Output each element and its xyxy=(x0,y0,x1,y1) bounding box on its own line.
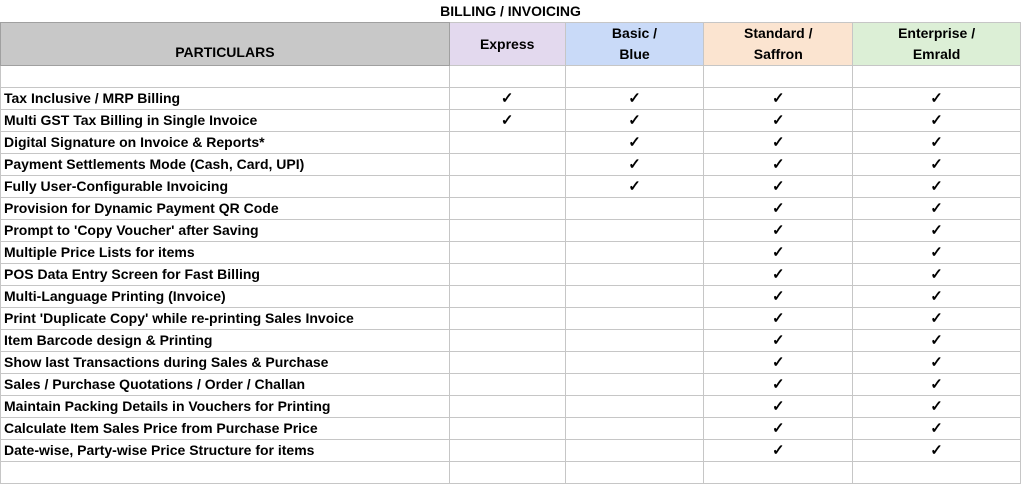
empty-cell xyxy=(449,132,565,154)
empty-cell xyxy=(565,396,704,418)
empty-cell xyxy=(449,154,565,176)
empty-cell xyxy=(449,198,565,220)
empty-cell xyxy=(565,220,704,242)
feature-label: Tax Inclusive / MRP Billing xyxy=(1,88,450,110)
blank-row xyxy=(1,66,1021,88)
empty-cell xyxy=(565,242,704,264)
check-mark-icon: ✓ xyxy=(704,330,853,352)
empty-cell xyxy=(565,374,704,396)
check-mark-icon: ✓ xyxy=(853,330,1021,352)
blank-row xyxy=(1,462,1021,484)
empty-cell xyxy=(449,352,565,374)
check-mark-icon: ✓ xyxy=(853,88,1021,110)
plan-header-enterprise: Enterprise / Emrald xyxy=(853,23,1021,66)
feature-label: Prompt to 'Copy Voucher' after Saving xyxy=(1,220,450,242)
check-mark-icon: ✓ xyxy=(704,440,853,462)
check-mark-icon: ✓ xyxy=(704,242,853,264)
check-mark-icon: ✓ xyxy=(565,110,704,132)
plan-header-standard: Standard / Saffron xyxy=(704,23,853,66)
feature-row xyxy=(1,418,1021,440)
feature-label: Multi GST Tax Billing in Single Invoice xyxy=(1,110,450,132)
check-mark-icon: ✓ xyxy=(449,110,565,132)
check-mark-icon: ✓ xyxy=(853,176,1021,198)
check-mark-icon: ✓ xyxy=(853,418,1021,440)
feature-row xyxy=(1,264,1021,286)
check-mark-icon: ✓ xyxy=(704,374,853,396)
feature-label: Payment Settlements Mode (Cash, Card, UPI) xyxy=(1,154,450,176)
plan-header-basic: Basic / Blue xyxy=(565,23,704,66)
check-mark-icon: ✓ xyxy=(704,220,853,242)
feature-label: Digital Signature on Invoice & Reports* xyxy=(1,132,450,154)
feature-label: Print 'Duplicate Copy' while re-printing Sales Invoice xyxy=(1,308,450,330)
feature-label: Fully User-Configurable Invoicing xyxy=(1,176,450,198)
feature-table xyxy=(0,22,1021,484)
empty-cell xyxy=(449,242,565,264)
empty-cell xyxy=(449,308,565,330)
feature-row xyxy=(1,198,1021,220)
empty-cell xyxy=(565,286,704,308)
check-mark-icon: ✓ xyxy=(853,220,1021,242)
feature-label: Calculate Item Sales Price from Purchase Price xyxy=(1,418,450,440)
check-mark-icon: ✓ xyxy=(449,88,565,110)
feature-label: Show last Transactions during Sales & Purchase xyxy=(1,352,450,374)
check-mark-icon: ✓ xyxy=(704,198,853,220)
check-mark-icon: ✓ xyxy=(853,154,1021,176)
empty-cell xyxy=(565,198,704,220)
check-mark-icon: ✓ xyxy=(565,88,704,110)
empty-cell xyxy=(449,374,565,396)
feature-label: Maintain Packing Details in Vouchers for Printing xyxy=(1,396,450,418)
check-mark-icon: ✓ xyxy=(704,286,853,308)
check-mark-icon: ✓ xyxy=(853,286,1021,308)
empty-cell xyxy=(565,308,704,330)
feature-row xyxy=(1,88,1021,110)
feature-label: Sales / Purchase Quotations / Order / Challan xyxy=(1,374,450,396)
empty-cell xyxy=(565,330,704,352)
sheet-title: BILLING / INVOICING xyxy=(440,3,581,19)
feature-label: Multiple Price Lists for items xyxy=(1,242,450,264)
check-mark-icon: ✓ xyxy=(704,176,853,198)
empty-cell xyxy=(449,396,565,418)
feature-row xyxy=(1,242,1021,264)
feature-row xyxy=(1,440,1021,462)
empty-cell xyxy=(449,286,565,308)
check-mark-icon: ✓ xyxy=(704,110,853,132)
feature-row xyxy=(1,286,1021,308)
check-mark-icon: ✓ xyxy=(704,308,853,330)
feature-row xyxy=(1,110,1021,132)
particulars-header: PARTICULARS xyxy=(1,23,450,66)
empty-cell xyxy=(449,330,565,352)
check-mark-icon: ✓ xyxy=(853,374,1021,396)
feature-row xyxy=(1,396,1021,418)
feature-row xyxy=(1,132,1021,154)
check-mark-icon: ✓ xyxy=(853,132,1021,154)
plan-header-express: Express xyxy=(449,23,565,66)
check-mark-icon: ✓ xyxy=(853,264,1021,286)
check-mark-icon: ✓ xyxy=(853,308,1021,330)
feature-row xyxy=(1,220,1021,242)
feature-label: Item Barcode design & Printing xyxy=(1,330,450,352)
check-mark-icon: ✓ xyxy=(704,352,853,374)
check-mark-icon: ✓ xyxy=(704,264,853,286)
feature-row xyxy=(1,374,1021,396)
feature-label: Provision for Dynamic Payment QR Code xyxy=(1,198,450,220)
check-mark-icon: ✓ xyxy=(704,418,853,440)
check-mark-icon: ✓ xyxy=(704,396,853,418)
empty-cell xyxy=(565,264,704,286)
header-row xyxy=(1,23,1021,66)
feature-row xyxy=(1,352,1021,374)
feature-row xyxy=(1,176,1021,198)
check-mark-icon: ✓ xyxy=(704,154,853,176)
check-mark-icon: ✓ xyxy=(853,198,1021,220)
check-mark-icon: ✓ xyxy=(853,440,1021,462)
empty-cell xyxy=(449,440,565,462)
feature-label: Multi-Language Printing (Invoice) xyxy=(1,286,450,308)
check-mark-icon: ✓ xyxy=(704,88,853,110)
check-mark-icon: ✓ xyxy=(853,242,1021,264)
empty-cell xyxy=(565,418,704,440)
empty-cell xyxy=(449,176,565,198)
check-mark-icon: ✓ xyxy=(853,110,1021,132)
check-mark-icon: ✓ xyxy=(853,352,1021,374)
check-mark-icon: ✓ xyxy=(565,176,704,198)
check-mark-icon: ✓ xyxy=(565,132,704,154)
check-mark-icon: ✓ xyxy=(704,132,853,154)
empty-cell xyxy=(449,220,565,242)
empty-cell xyxy=(449,264,565,286)
empty-cell xyxy=(449,418,565,440)
check-mark-icon: ✓ xyxy=(853,396,1021,418)
feature-row xyxy=(1,154,1021,176)
feature-row xyxy=(1,330,1021,352)
check-mark-icon: ✓ xyxy=(565,154,704,176)
empty-cell xyxy=(565,440,704,462)
feature-label: Date-wise, Party-wise Price Structure for items xyxy=(1,440,450,462)
feature-label: POS Data Entry Screen for Fast Billing xyxy=(1,264,450,286)
feature-row xyxy=(1,308,1021,330)
empty-cell xyxy=(565,352,704,374)
